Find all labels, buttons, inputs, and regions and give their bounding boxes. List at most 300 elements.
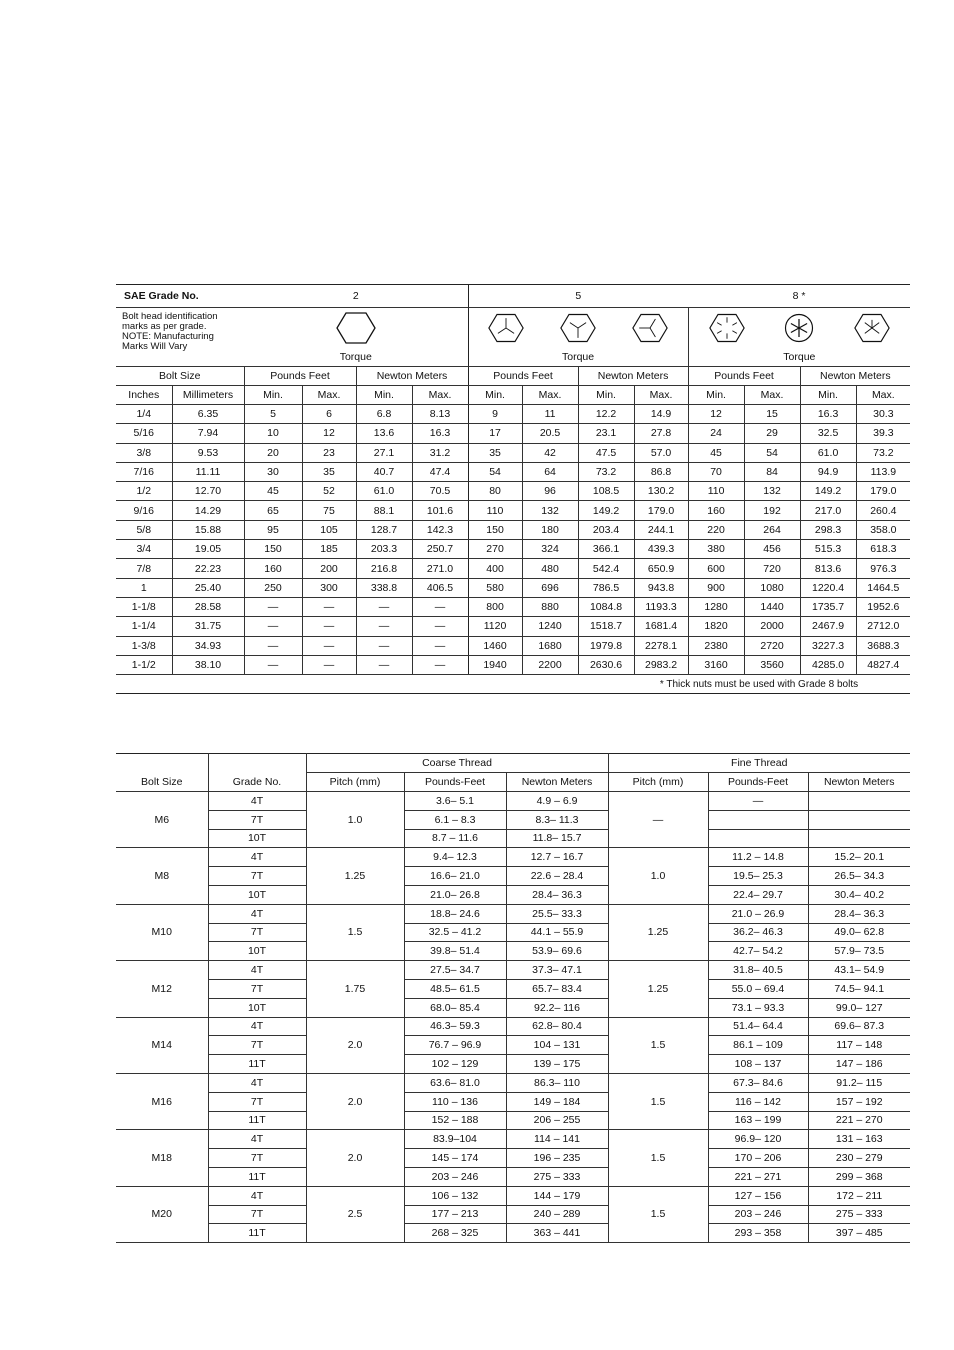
table-row (116, 961, 910, 980)
coarse-newton-meters-cell: 363 – 441 (506, 1224, 608, 1243)
g2-value-cell: — (356, 597, 412, 616)
table-row (116, 923, 910, 942)
g2-value-cell: 406.5 (412, 578, 468, 597)
coarse-pitch-cell: 1.75 (306, 961, 404, 1017)
g8-value-cell: 192 (744, 501, 800, 520)
g8-value-cell: 179.0 (856, 482, 910, 501)
fine-newton-meters-header: Newton Meters (808, 773, 910, 792)
g5-value-cell: 1940 (468, 655, 522, 674)
fine-newton-meters-cell: 57.9– 73.5 (808, 942, 910, 961)
coarse-pounds-feet-cell: 76.7 – 96.9 (404, 1036, 506, 1055)
g8-value-cell: 1440 (744, 597, 800, 616)
g8-value-cell: 2712.0 (856, 617, 910, 636)
g2-value-cell: 101.6 (412, 501, 468, 520)
grade-cell: 10T (208, 829, 306, 848)
grade-2-torque-label: Torque (244, 348, 468, 367)
g8-value-cell: 618.3 (856, 540, 910, 559)
fine-pounds-feet-cell: 86.1 – 109 (708, 1036, 808, 1055)
fine-pounds-feet-header: Pounds-Feet (708, 773, 808, 792)
g8-value-cell: 84 (744, 462, 800, 481)
g2-newton-meters: Newton Meters (356, 367, 468, 386)
col-max: Max. (302, 386, 356, 405)
coarse-pounds-feet-cell: 46.3– 59.3 (404, 1017, 506, 1036)
g2-value-cell: — (244, 636, 302, 655)
grade-5-torque-label: Torque (468, 348, 688, 367)
g8-pounds-feet: Pounds Feet (688, 367, 800, 386)
coarse-pounds-feet-cell: 16.6– 21.0 (404, 867, 506, 886)
fine-newton-meters-cell (808, 829, 910, 848)
g8-value-cell: 3560 (744, 655, 800, 674)
inch-cell: 7/8 (116, 559, 172, 578)
g8-value-cell: 260.4 (856, 501, 910, 520)
fine-newton-meters-cell: 69.6– 87.3 (808, 1017, 910, 1036)
g5-value-cell: 1240 (522, 617, 578, 636)
g2-value-cell: 8.13 (412, 405, 468, 424)
mm-cell: 38.10 (172, 655, 244, 674)
coarse-pitch-cell: 2.0 (306, 1017, 404, 1073)
fine-newton-meters-cell: 172 – 211 (808, 1186, 910, 1205)
mm-cell: 7.94 (172, 424, 244, 443)
mm-cell: 6.35 (172, 405, 244, 424)
g5-value-cell: 270 (468, 540, 522, 559)
coarse-pounds-feet-header: Pounds-Feet (404, 773, 506, 792)
inch-cell: 1-1/8 (116, 597, 172, 616)
table-row (116, 559, 910, 578)
metric-torque-table (116, 753, 910, 1243)
fine-pounds-feet-cell: 67.3– 84.6 (708, 1073, 808, 1092)
g8-value-cell: 456 (744, 540, 800, 559)
grade-5-header: 5 (468, 285, 688, 308)
grade-cell: 4T (208, 1186, 306, 1205)
g5-value-cell: 696 (522, 578, 578, 597)
g5-value-cell: 800 (468, 597, 522, 616)
fine-newton-meters-cell: 299 – 368 (808, 1167, 910, 1186)
coarse-newton-meters-cell: 275 – 333 (506, 1167, 608, 1186)
fine-pounds-feet-cell: 127 – 156 (708, 1186, 808, 1205)
coarse-pounds-feet-cell: 203 – 246 (404, 1167, 506, 1186)
table-row (116, 792, 910, 811)
table-row (116, 617, 910, 636)
grade-8-header: 8 * (688, 285, 910, 308)
bolt-size-cell: M16 (116, 1073, 208, 1129)
fine-pitch-cell: 1.25 (608, 904, 708, 960)
coarse-pitch-cell: 2.0 (306, 1073, 404, 1129)
g2-value-cell: — (302, 597, 356, 616)
hexagon-star-icon (781, 312, 817, 344)
table-row (116, 867, 910, 886)
g5-value-cell: 943.8 (634, 578, 688, 597)
coarse-pounds-feet-cell: 27.5– 34.7 (404, 961, 506, 980)
grade-cell: 4T (208, 904, 306, 923)
g8-value-cell: 61.0 (800, 443, 856, 462)
g5-value-cell: 1460 (468, 636, 522, 655)
g5-value-cell: 580 (468, 578, 522, 597)
g5-value-cell: 1518.7 (578, 617, 634, 636)
table-row (116, 1167, 910, 1186)
grade-cell: 7T (208, 1205, 306, 1224)
coarse-newton-meters-cell: 65.7– 83.4 (506, 979, 608, 998)
fine-pounds-feet-cell: 55.0 – 69.4 (708, 979, 808, 998)
table-row (116, 578, 910, 597)
coarse-pounds-feet-cell: 18.8– 24.6 (404, 904, 506, 923)
coarse-newton-meters-cell: 11.8– 15.7 (506, 829, 608, 848)
g2-value-cell: 61.0 (356, 482, 412, 501)
bolt-size-cell: M20 (116, 1186, 208, 1242)
g8-value-cell: 1820 (688, 617, 744, 636)
g5-value-cell: 203.4 (578, 520, 634, 539)
g2-value-cell: — (244, 617, 302, 636)
coarse-newton-meters-header: Newton Meters (506, 773, 608, 792)
grade-cell: 4T (208, 1017, 306, 1036)
g8-value-cell: 4827.4 (856, 655, 910, 674)
hexagon-plain-icon (336, 311, 376, 345)
fine-pounds-feet-cell: 19.5– 25.3 (708, 867, 808, 886)
table-row (116, 1130, 910, 1149)
g5-value-cell: 11 (522, 405, 578, 424)
fine-newton-meters-cell: 221 – 270 (808, 1111, 910, 1130)
coarse-pounds-feet-cell: 8.7 – 11.6 (404, 829, 506, 848)
fine-newton-meters-cell: 117 – 148 (808, 1036, 910, 1055)
fine-pounds-feet-cell: 293 – 358 (708, 1224, 808, 1243)
g2-value-cell: 88.1 (356, 501, 412, 520)
g5-value-cell: 880 (522, 597, 578, 616)
coarse-newton-meters-cell: 8.3– 11.3 (506, 810, 608, 829)
grade-cell: 4T (208, 1073, 306, 1092)
mm-cell: 25.40 (172, 578, 244, 597)
g5-value-cell: 366.1 (578, 540, 634, 559)
fine-newton-meters-cell: 91.2– 115 (808, 1073, 910, 1092)
g5-value-cell: 42 (522, 443, 578, 462)
table-row (116, 998, 910, 1017)
coarse-pounds-feet-cell: 83.9–104 (404, 1130, 506, 1149)
fine-newton-meters-cell: 74.5– 94.1 (808, 979, 910, 998)
fine-pitch-cell: 1.0 (608, 848, 708, 904)
g5-value-cell: 108.5 (578, 482, 634, 501)
coarse-thread-header: Coarse Thread (306, 754, 608, 773)
g8-newton-meters: Newton Meters (800, 367, 910, 386)
g5-value-cell: 2630.6 (578, 655, 634, 674)
coarse-newton-meters-cell: 240 – 289 (506, 1205, 608, 1224)
g5-value-cell: 2278.1 (634, 636, 688, 655)
g5-value-cell: 439.3 (634, 540, 688, 559)
mm-cell: 28.58 (172, 597, 244, 616)
fine-newton-meters-cell: 230 – 279 (808, 1149, 910, 1168)
table-row (116, 1073, 910, 1092)
g2-value-cell: 216.8 (356, 559, 412, 578)
g5-value-cell: 1193.3 (634, 597, 688, 616)
fine-pitch-cell: 1.25 (608, 961, 708, 1017)
hexagon-three-lines-icon (560, 312, 596, 344)
g5-value-cell: 244.1 (634, 520, 688, 539)
fine-pounds-feet-cell (708, 810, 808, 829)
mm-cell: 9.53 (172, 443, 244, 462)
g5-value-cell: 1084.8 (578, 597, 634, 616)
g2-value-cell: 45 (244, 482, 302, 501)
g8-value-cell: 720 (744, 559, 800, 578)
g5-value-cell: 110 (468, 501, 522, 520)
mm-cell: 15.88 (172, 520, 244, 539)
coarse-pitch-cell: 1.0 (306, 792, 404, 848)
bolt-size-cell: M10 (116, 904, 208, 960)
col-max: Max. (412, 386, 468, 405)
grade-cell: 11T (208, 1111, 306, 1130)
g2-value-cell: 105 (302, 520, 356, 539)
g2-pounds-feet: Pounds Feet (244, 367, 356, 386)
fine-pitch-header: Pitch (mm) (608, 773, 708, 792)
fine-newton-meters-cell: 30.4– 40.2 (808, 885, 910, 904)
bolt-size-cell: M8 (116, 848, 208, 904)
mm-cell: 31.75 (172, 617, 244, 636)
table-row (116, 405, 910, 424)
inch-cell: 1-3/8 (116, 636, 172, 655)
grade-8-torque-label: Torque (688, 348, 910, 367)
g8-value-cell: 2720 (744, 636, 800, 655)
g5-value-cell: 20.5 (522, 424, 578, 443)
inch-cell: 3/4 (116, 540, 172, 559)
grade-cell: 11T (208, 1055, 306, 1074)
fine-pitch-cell: — (608, 792, 708, 848)
coarse-pitch-cell: 2.0 (306, 1130, 404, 1186)
coarse-newton-meters-cell: 25.5– 33.3 (506, 904, 608, 923)
g2-value-cell: 128.7 (356, 520, 412, 539)
grade-cell: 11T (208, 1224, 306, 1243)
g2-value-cell: 70.5 (412, 482, 468, 501)
fine-newton-meters-cell (808, 810, 910, 829)
coarse-pounds-feet-cell: 9.4– 12.3 (404, 848, 506, 867)
g5-value-cell: 1979.8 (578, 636, 634, 655)
fine-newton-meters-cell: 28.4– 36.3 (808, 904, 910, 923)
g5-value-cell: 130.2 (634, 482, 688, 501)
g5-value-cell: 2983.2 (634, 655, 688, 674)
g2-value-cell: 75 (302, 501, 356, 520)
fine-newton-meters-cell: 157 – 192 (808, 1092, 910, 1111)
g8-value-cell: 149.2 (800, 482, 856, 501)
coarse-pitch-cell: 1.25 (306, 848, 404, 904)
col-min: Min. (356, 386, 412, 405)
fine-pounds-feet-cell: 22.4– 29.7 (708, 885, 808, 904)
g2-value-cell: — (412, 636, 468, 655)
sae-rows (116, 405, 910, 675)
g8-value-cell: 16.3 (800, 405, 856, 424)
g2-value-cell: 150 (244, 540, 302, 559)
g2-value-cell: — (356, 636, 412, 655)
coarse-newton-meters-cell: 206 – 255 (506, 1111, 608, 1130)
inch-cell: 1 (116, 578, 172, 597)
hexagon-three-lines-icon (488, 312, 524, 344)
fine-newton-meters-cell: 26.5– 34.3 (808, 867, 910, 886)
g5-pounds-feet: Pounds Feet (468, 367, 578, 386)
g5-value-cell: 64 (522, 462, 578, 481)
fine-newton-meters-cell: 275 – 333 (808, 1205, 910, 1224)
table-row (116, 655, 910, 674)
coarse-pounds-feet-cell: 39.8– 51.4 (404, 942, 506, 961)
fine-pitch-cell: 1.5 (608, 1073, 708, 1129)
coarse-newton-meters-cell: 12.7 – 16.7 (506, 848, 608, 867)
fine-pounds-feet-cell: 116 – 142 (708, 1092, 808, 1111)
table-row (116, 462, 910, 481)
coarse-newton-meters-cell: 104 – 131 (506, 1036, 608, 1055)
fine-newton-meters-cell: 43.1– 54.9 (808, 961, 910, 980)
coarse-newton-meters-cell: 149 – 184 (506, 1092, 608, 1111)
table-row (116, 482, 910, 501)
g2-value-cell: 6.8 (356, 405, 412, 424)
g5-value-cell: 12.2 (578, 405, 634, 424)
hexagon-three-lines-icon (632, 312, 668, 344)
table-row (116, 1092, 910, 1111)
coarse-newton-meters-cell: 53.9– 69.6 (506, 942, 608, 961)
coarse-pounds-feet-cell: 106 – 132 (404, 1186, 506, 1205)
coarse-pounds-feet-cell: 21.0– 26.8 (404, 885, 506, 904)
coarse-newton-meters-cell: 92.2– 116 (506, 998, 608, 1017)
table-row (116, 443, 910, 462)
g5-value-cell: 132 (522, 501, 578, 520)
g8-value-cell: 220 (688, 520, 744, 539)
g5-value-cell: 47.5 (578, 443, 634, 462)
coarse-newton-meters-cell: 22.6 – 28.4 (506, 867, 608, 886)
fine-pitch-cell: 1.5 (608, 1130, 708, 1186)
g2-value-cell: 13.6 (356, 424, 412, 443)
fine-newton-meters-cell: 131 – 163 (808, 1130, 910, 1149)
g2-value-cell: 35 (302, 462, 356, 481)
grade-8-marks (688, 308, 910, 349)
g2-value-cell: — (302, 655, 356, 674)
g8-value-cell: 1464.5 (856, 578, 910, 597)
g8-value-cell: 600 (688, 559, 744, 578)
table-row (116, 424, 910, 443)
coarse-pounds-feet-cell: 6.1 – 8.3 (404, 810, 506, 829)
g8-value-cell: 2380 (688, 636, 744, 655)
inch-cell: 1/2 (116, 482, 172, 501)
coarse-newton-meters-cell: 196 – 235 (506, 1149, 608, 1168)
fine-newton-meters-cell: 49.0– 62.8 (808, 923, 910, 942)
mm-cell: 14.29 (172, 501, 244, 520)
g8-value-cell: 94.9 (800, 462, 856, 481)
g2-value-cell: 95 (244, 520, 302, 539)
bolt-size-header: Bolt Size (116, 773, 208, 792)
g5-value-cell: 86.8 (634, 462, 688, 481)
g8-value-cell: 2467.9 (800, 617, 856, 636)
g8-value-cell: 3688.3 (856, 636, 910, 655)
grade-cell: 7T (208, 979, 306, 998)
mm-cell: 12.70 (172, 482, 244, 501)
table-row (116, 829, 910, 848)
fine-pounds-feet-cell: 51.4– 64.4 (708, 1017, 808, 1036)
g5-value-cell: 96 (522, 482, 578, 501)
g8-value-cell: 110 (688, 482, 744, 501)
col-max: Max. (744, 386, 800, 405)
coarse-pounds-feet-cell: 268 – 325 (404, 1224, 506, 1243)
fine-newton-meters-cell: 15.2– 20.1 (808, 848, 910, 867)
g8-value-cell: 358.0 (856, 520, 910, 539)
coarse-newton-meters-cell: 114 – 141 (506, 1130, 608, 1149)
g5-value-cell: 1680 (522, 636, 578, 655)
g8-value-cell: 24 (688, 424, 744, 443)
g8-value-cell: 45 (688, 443, 744, 462)
col-inches: Inches (116, 386, 172, 405)
fine-pitch-cell: 1.5 (608, 1017, 708, 1073)
g5-value-cell: 54 (468, 462, 522, 481)
fine-pounds-feet-cell (708, 829, 808, 848)
table-row (116, 885, 910, 904)
g5-value-cell: 1120 (468, 617, 522, 636)
g8-value-cell: 4285.0 (800, 655, 856, 674)
bolt-size-label: Bolt Size (116, 367, 244, 386)
g8-value-cell: 1952.6 (856, 597, 910, 616)
mm-cell: 19.05 (172, 540, 244, 559)
g5-value-cell: 149.2 (578, 501, 634, 520)
fine-pounds-feet-cell: 203 – 246 (708, 1205, 808, 1224)
fine-newton-meters-cell (808, 792, 910, 811)
g2-value-cell: 271.0 (412, 559, 468, 578)
g2-value-cell: — (244, 655, 302, 674)
fine-pounds-feet-cell: 36.2– 46.3 (708, 923, 808, 942)
g5-value-cell: 1681.4 (634, 617, 688, 636)
fine-pounds-feet-cell: 42.7– 54.2 (708, 942, 808, 961)
g8-value-cell: 1280 (688, 597, 744, 616)
grade-cell: 7T (208, 1036, 306, 1055)
g2-value-cell: 300 (302, 578, 356, 597)
sae-torque-table (116, 284, 910, 694)
col-millimeters: Millimeters (172, 386, 244, 405)
coarse-newton-meters-cell: 139 – 175 (506, 1055, 608, 1074)
table-row (116, 501, 910, 520)
table-row (116, 1036, 910, 1055)
g8-value-cell: 32.5 (800, 424, 856, 443)
coarse-pounds-feet-cell: 102 – 129 (404, 1055, 506, 1074)
g2-value-cell: 160 (244, 559, 302, 578)
table-row (116, 1017, 910, 1036)
fine-pounds-feet-cell: 96.9– 120 (708, 1130, 808, 1149)
g8-value-cell: 217.0 (800, 501, 856, 520)
g2-value-cell: 23 (302, 443, 356, 462)
g5-value-cell: 27.8 (634, 424, 688, 443)
g8-value-cell: 1220.4 (800, 578, 856, 597)
g5-value-cell: 17 (468, 424, 522, 443)
coarse-pitch-cell: 1.5 (306, 904, 404, 960)
fine-pounds-feet-cell: 21.0 – 26.9 (708, 904, 808, 923)
g5-value-cell: 14.9 (634, 405, 688, 424)
fine-pounds-feet-cell: 163 – 199 (708, 1111, 808, 1130)
grade-2-mark (244, 308, 468, 349)
g8-value-cell: 132 (744, 482, 800, 501)
coarse-newton-meters-cell: 44.1 – 55.9 (506, 923, 608, 942)
grade-cell: 7T (208, 867, 306, 886)
hexagon-six-lines-icon (709, 312, 745, 344)
col-max: Max. (522, 386, 578, 405)
table-row (116, 520, 910, 539)
coarse-pounds-feet-cell: 63.6– 81.0 (404, 1073, 506, 1092)
table-row (116, 597, 910, 616)
bolt-size-cell: M14 (116, 1017, 208, 1073)
fine-pounds-feet-cell: 73.1 – 93.3 (708, 998, 808, 1017)
coarse-pounds-feet-cell: 48.5– 61.5 (404, 979, 506, 998)
table-row (116, 810, 910, 829)
col-max: Max. (856, 386, 910, 405)
table-row (116, 979, 910, 998)
sae-footnote: * Thick nuts must be used with Grade 8 bolts (659, 678, 859, 690)
col-min: Min. (468, 386, 522, 405)
table-row (116, 1186, 910, 1205)
g2-value-cell: — (356, 617, 412, 636)
g8-value-cell: 976.3 (856, 559, 910, 578)
coarse-pounds-feet-cell: 68.0– 85.4 (404, 998, 506, 1017)
coarse-pounds-feet-cell: 32.5 – 41.2 (404, 923, 506, 942)
coarse-newton-meters-cell: 62.8– 80.4 (506, 1017, 608, 1036)
g8-value-cell: 70 (688, 462, 744, 481)
g2-value-cell: 40.7 (356, 462, 412, 481)
inch-cell: 1-1/2 (116, 655, 172, 674)
g2-value-cell: 20 (244, 443, 302, 462)
